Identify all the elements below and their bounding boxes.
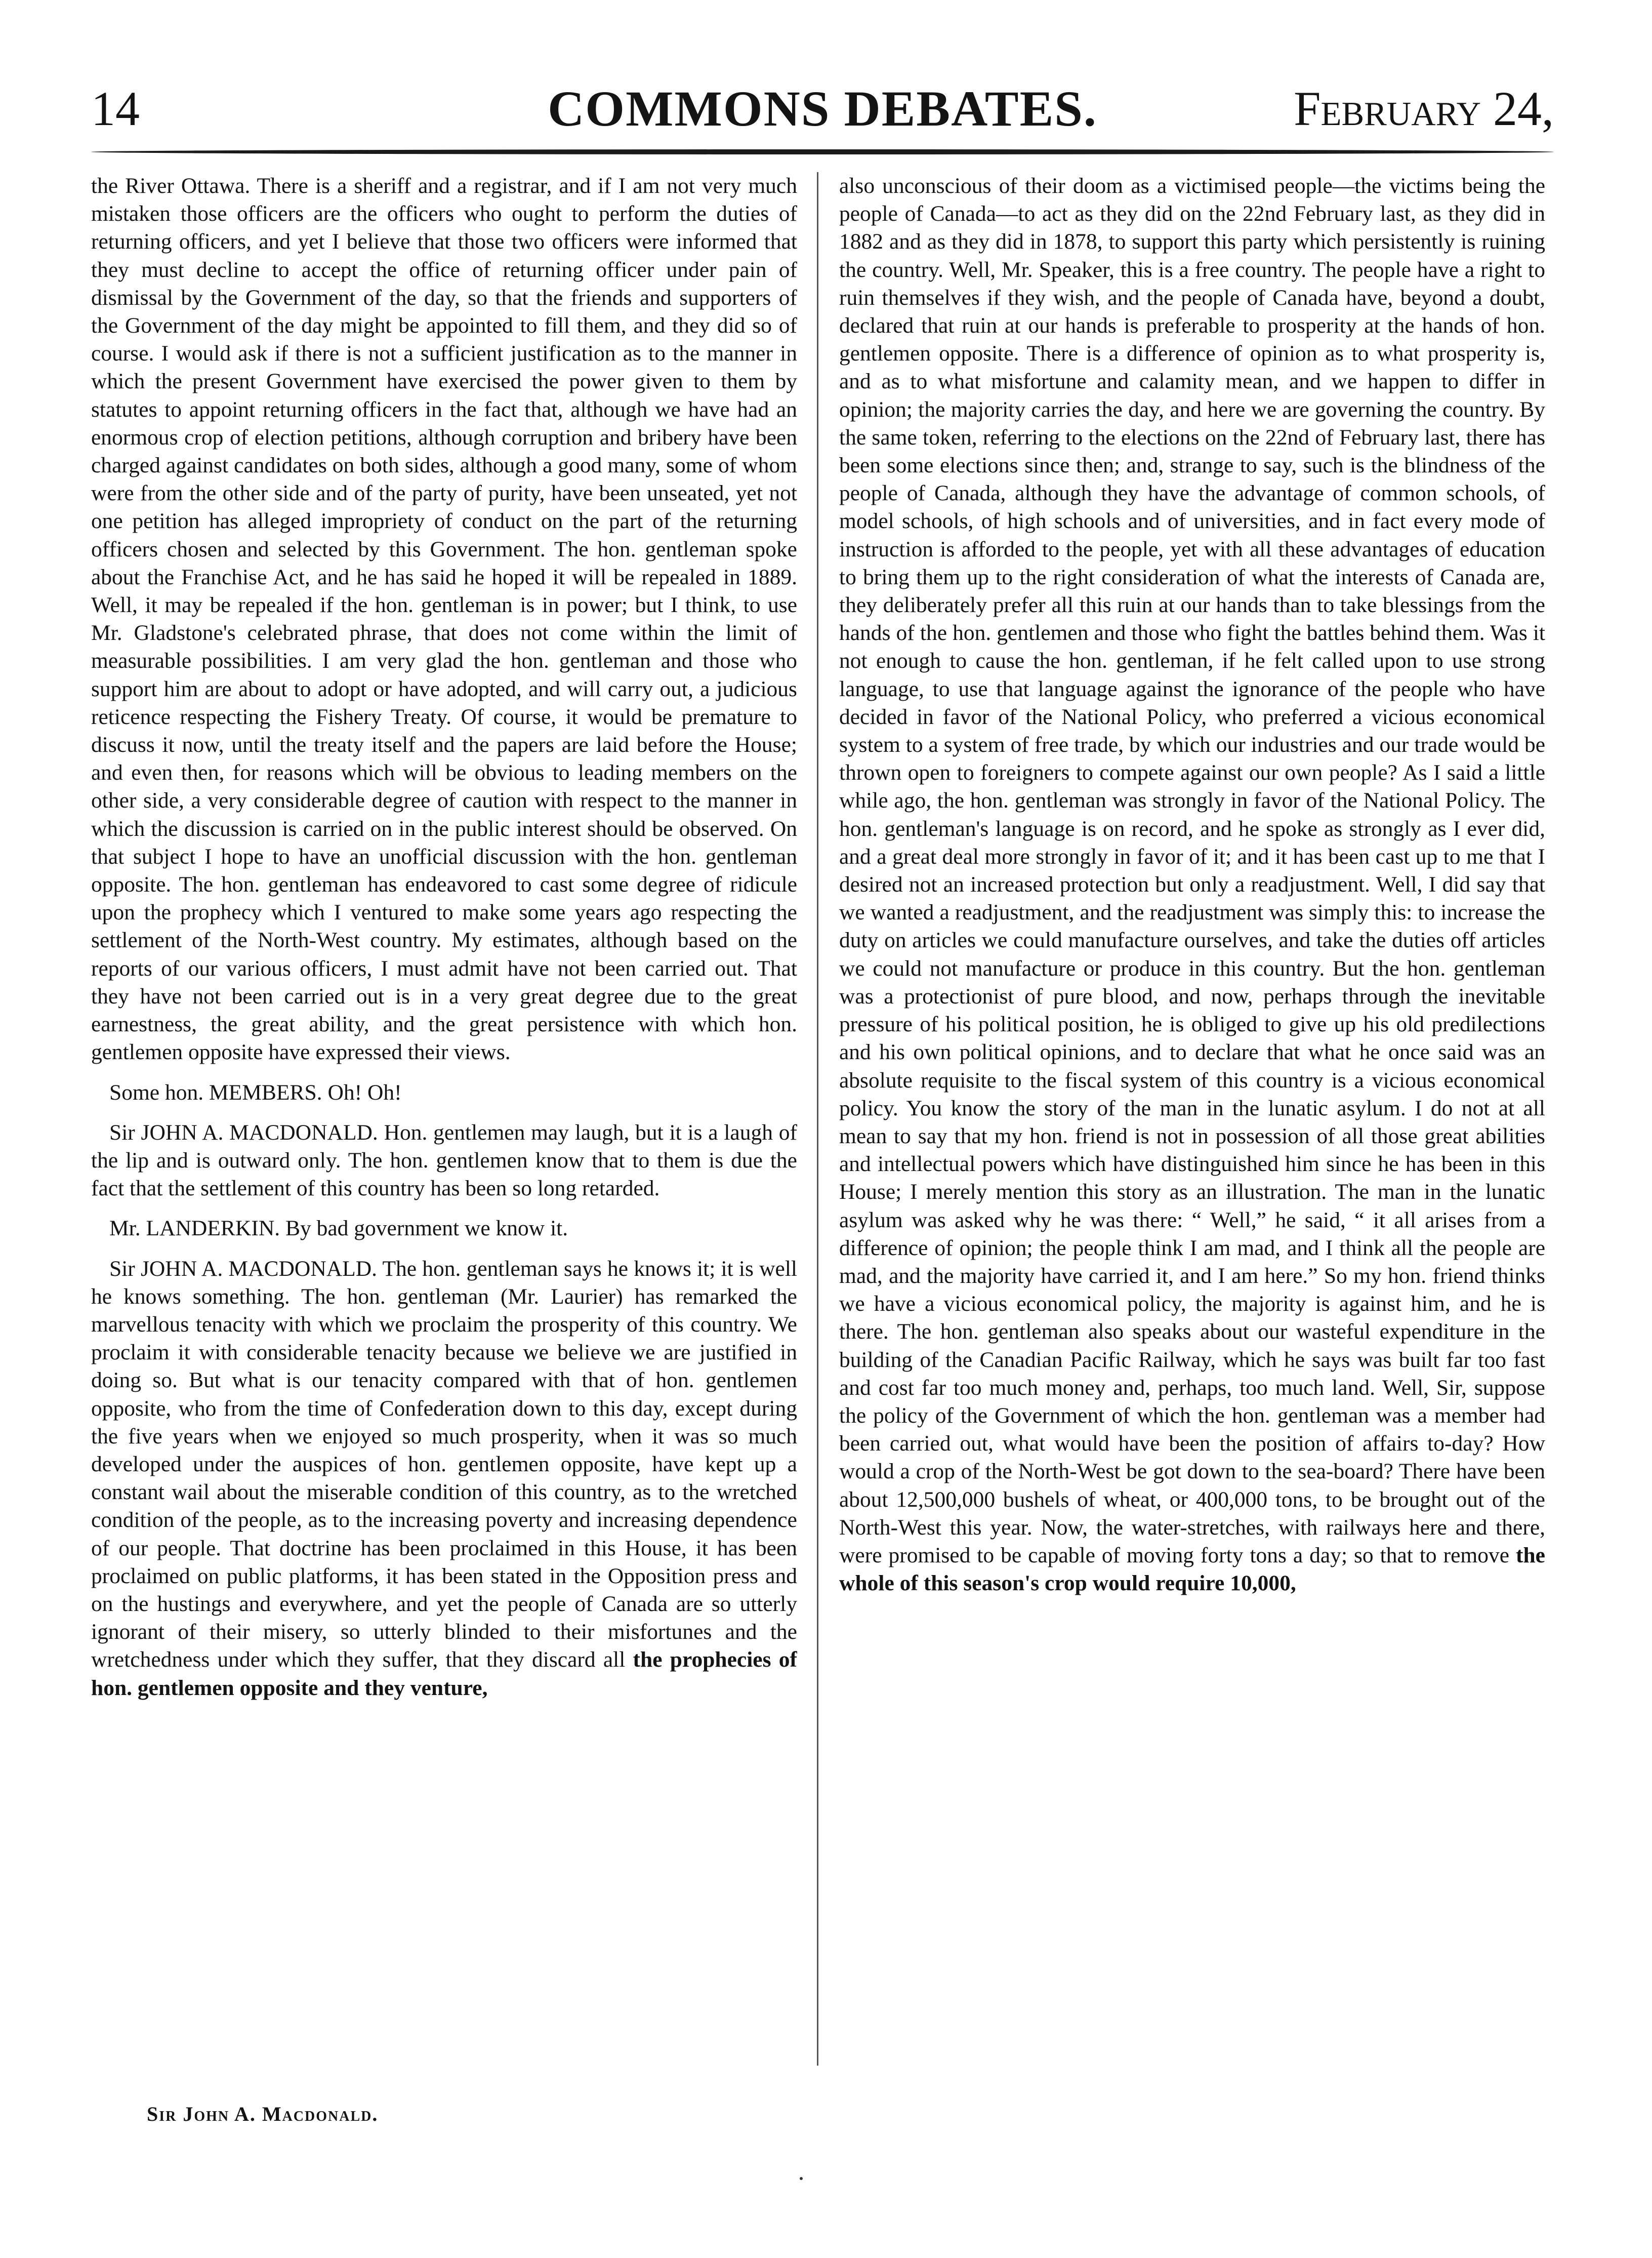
footer-speaker-name: Sir John A. Macdonald. [147, 2103, 379, 2125]
speaker-name: Sir JOHN A. MACDONALD. [109, 1120, 378, 1145]
paragraph [91, 1255, 797, 1702]
speech-text: Oh! Oh! [327, 1080, 402, 1105]
header-rule [91, 149, 1554, 154]
left-column [91, 172, 797, 2096]
column-divider [817, 172, 818, 2066]
paragraph [91, 1079, 797, 1107]
speech-text: By bad government we know it. [285, 1216, 568, 1241]
right-column [839, 172, 1545, 2096]
speaker-name: Mr. LANDERKIN. [109, 1216, 280, 1241]
page-number: 14 [91, 82, 140, 136]
speech-text: Hon. gentlemen may laugh, but it is a laugh of the lip and is outward only. The hon. gentlemen know that to them is due the fact that the settlement of this country has been so long retarded. [91, 1120, 797, 1201]
publication-title: COMMONS DEBATES. [548, 80, 1097, 137]
speech-text: The hon. gentleman says he knows it; it is well he knows something. The hon. gentleman (Mr. Laurier) has remarked the marvellous tenacity with which we proclaim the prosperity of this country. We proclaim it with considerable tenacity because we believe we are justified in doing so. But what is our tenacity compared with that of hon. gentlemen opposite, who from the time of Confederation down to this day, except during the five years when we enjoyed so much prosperity, when it was so much developed under the auspices of hon. gentlemen opposite, have kept up a constant wail about the miserable condition of this country, as to the wretched condition of the people, as to the increasing poverty and increasing dependence of our people. That doctrine has been proclaimed in this House, it has been proclaimed on public platforms, it has been stated in the Opposition press and on the hustings and everywhere, and yet the people of Canada are so utterly ignorant of their misery, so utterly blinded to their misfortunes and the wretchedness under which they suffer, that they discard all [91, 1256, 797, 1672]
speech-text-last-line: the whole of this season's crop would require 10,000, [839, 1543, 1545, 1596]
speech-text-last-line: the prophecies of hon. gentlemen opposite and they venture, [91, 1647, 797, 1700]
print-mark [800, 2177, 803, 2180]
page-header [91, 81, 1554, 142]
paragraph [91, 1215, 797, 1242]
page-date: February 24, [1294, 82, 1554, 136]
paragraph [839, 172, 1545, 1597]
speech-text: also unconscious of their doom as a victimised people—the victims being the people of Canada—to act as they did on the 22nd February last, as they did in 1882 and as they did in 1878, to support this party which persistently is ruining the country. Well, Mr. Speaker, this is a free country. The people have a right to ruin themselves if they wish, and the people of Canada have, beyond a doubt, declared that ruin at our hands is preferable to prosperity at the hands of hon. gentlemen opposite. There is a difference of opinion as to what prosperity is, and as to what misfortune and calamity mean, and we happen to differ in opinion; the majority carries the day, and here we are governing the country. By the same token, referring to the elections on the 22nd of February last, there has been some elections since then; and, strange to say, such is the blindness of the people of Canada, although they have the advantage of common schools, of model schools, of high schools and of universities, and in fact every mode of instruction is afforded to the people, yet with all these advantages of education to bring them up to the right consideration of what the interests of Canada are, they deliberately prefer all this ruin at our hands than to take blessings from the hands of the hon. gentlemen and those who fight the battles behind them. Was it not enough to cause the hon. gentleman, if he felt called upon to use strong language, to use that language against the ignorance of the people who have decided in favor of the National Policy, who preferred a vicious economical system to a system of free trade, by which our industries and our trade would be thrown open to foreigners to compete against our own people? As I said a little while ago, the hon. gentleman was strongly in favor of the National Policy. The hon. gentleman's language is on record, and he spoke as strongly as I ever did, and a great deal more strongly in favor of it; and it has been cast up to me that I desired not an increased protection but only a readjustment. Well, I did say that we wanted a readjustment, and the readjustment was simply this: to increase the duty on articles we could manufacture ourselves, and take the duties off articles we could not manufacture or produce in this country. But the hon. gentleman was a protectionist of pure blood, and now, perhaps through the inevitable pressure of his political position, he is obliged to give up his old predilections and his own political opinions, and to declare that what he once said was an absolute requisite to the fiscal system of this country is a vicious economical policy. You know the story of the man in the lunatic asylum. I do not at all mean to say that my hon. friend is not in possession of all those great abilities and intellectual powers which have distinguished him since he has been in this House; I merely mention this story as an illustration. The man in the lunatic asylum was asked why he was there: “ Well,” he said, “ it all arises from a difference of opinion; the people think I am mad, and I think all the people are mad, and the majority have carried it, and I am here.” So my hon. friend thinks we have a vicious economical policy, the majority is against him, and he is there. The hon. gentleman also speaks about our wasteful expenditure in the building of the Canadian Pacific Railway, which he says was built far too fast and cost far too much money and, perhaps, too much land. Well, Sir, suppose the policy of the Government of which the hon. gentleman was a member had been carried out, what would have been the position of affairs to-day? How would a crop of the North-West be got down to the sea-board? There have been about 12,500,000 bushels of wheat, or 400,000 tons, to be brought out of the North-West this year. Now, the water-stretches, with railways here and there, were promised to be capable of moving forty tons a day; so that to remove [839, 174, 1545, 1567]
paragraph: the River Ottawa. There is a sheriff and a registrar, and if I am not very much mistaken those officers are the officers who ought to perform the duties of returning officers, and yet I believe that those two officers were informed that they must decline to accept the office of returning officer under pain of dismissal by the Government of the day, so that the friends and supporters of the Government of the day might be appointed to fill them, and they did so of course. I would ask if there is not a sufficient justification as to the manner in which the present Government have exercised the power given to them by statutes to appoint returning officers in the fact that, although we have had an enormous crop of election petitions, although corruption and bribery have been charged against candidates on both sides, although a good many, some of whom were from the other side and of the party of purity, have been unseated, yet not one petition has alleged impropriety of conduct on the part of the returning officers chosen and selected by this Government. The hon. gentleman spoke about the Franchise Act, and he has said he hoped it will be repealed in 1889. Well, it may be repealed if the hon. gentleman is in power; but I think, to use Mr. Gladstone's celebrated phrase, that does not come within the limit of measurable possibilities. I am very glad the hon. gentleman and those who support him are about to adopt or have adopted, and will carry out, a judicious reticence respecting the Fishery Treaty. Of course, it would be premature to discuss it now, until the treaty itself and the papers are laid before the House; and even then, for reasons which will be obvious to leading members on the other side, a very considerable degree of caution with respect to the manner in which the discussion is carried on in the public interest should be observed. On that subject I hope to have an unofficial discussion with the hon. gentleman opposite. The hon. gentleman has endeavored to cast some degree of ridicule upon the prophecy which I ventured to make some years ago respecting the settlement of the North-West country. My estimates, although based on the reports of our various officers, I must admit have not been carried out. That they have not been carried out is in a very great degree due to the great earnestness, the great ability, and the great persistence with which hon. gentlemen opposite have expressed their views. [91, 174, 797, 1065]
speaker-name: Sir JOHN A. MACDONALD. [109, 1256, 378, 1281]
paragraph [91, 1119, 797, 1203]
speaker-name: Some hon. MEMBERS. [109, 1080, 322, 1105]
